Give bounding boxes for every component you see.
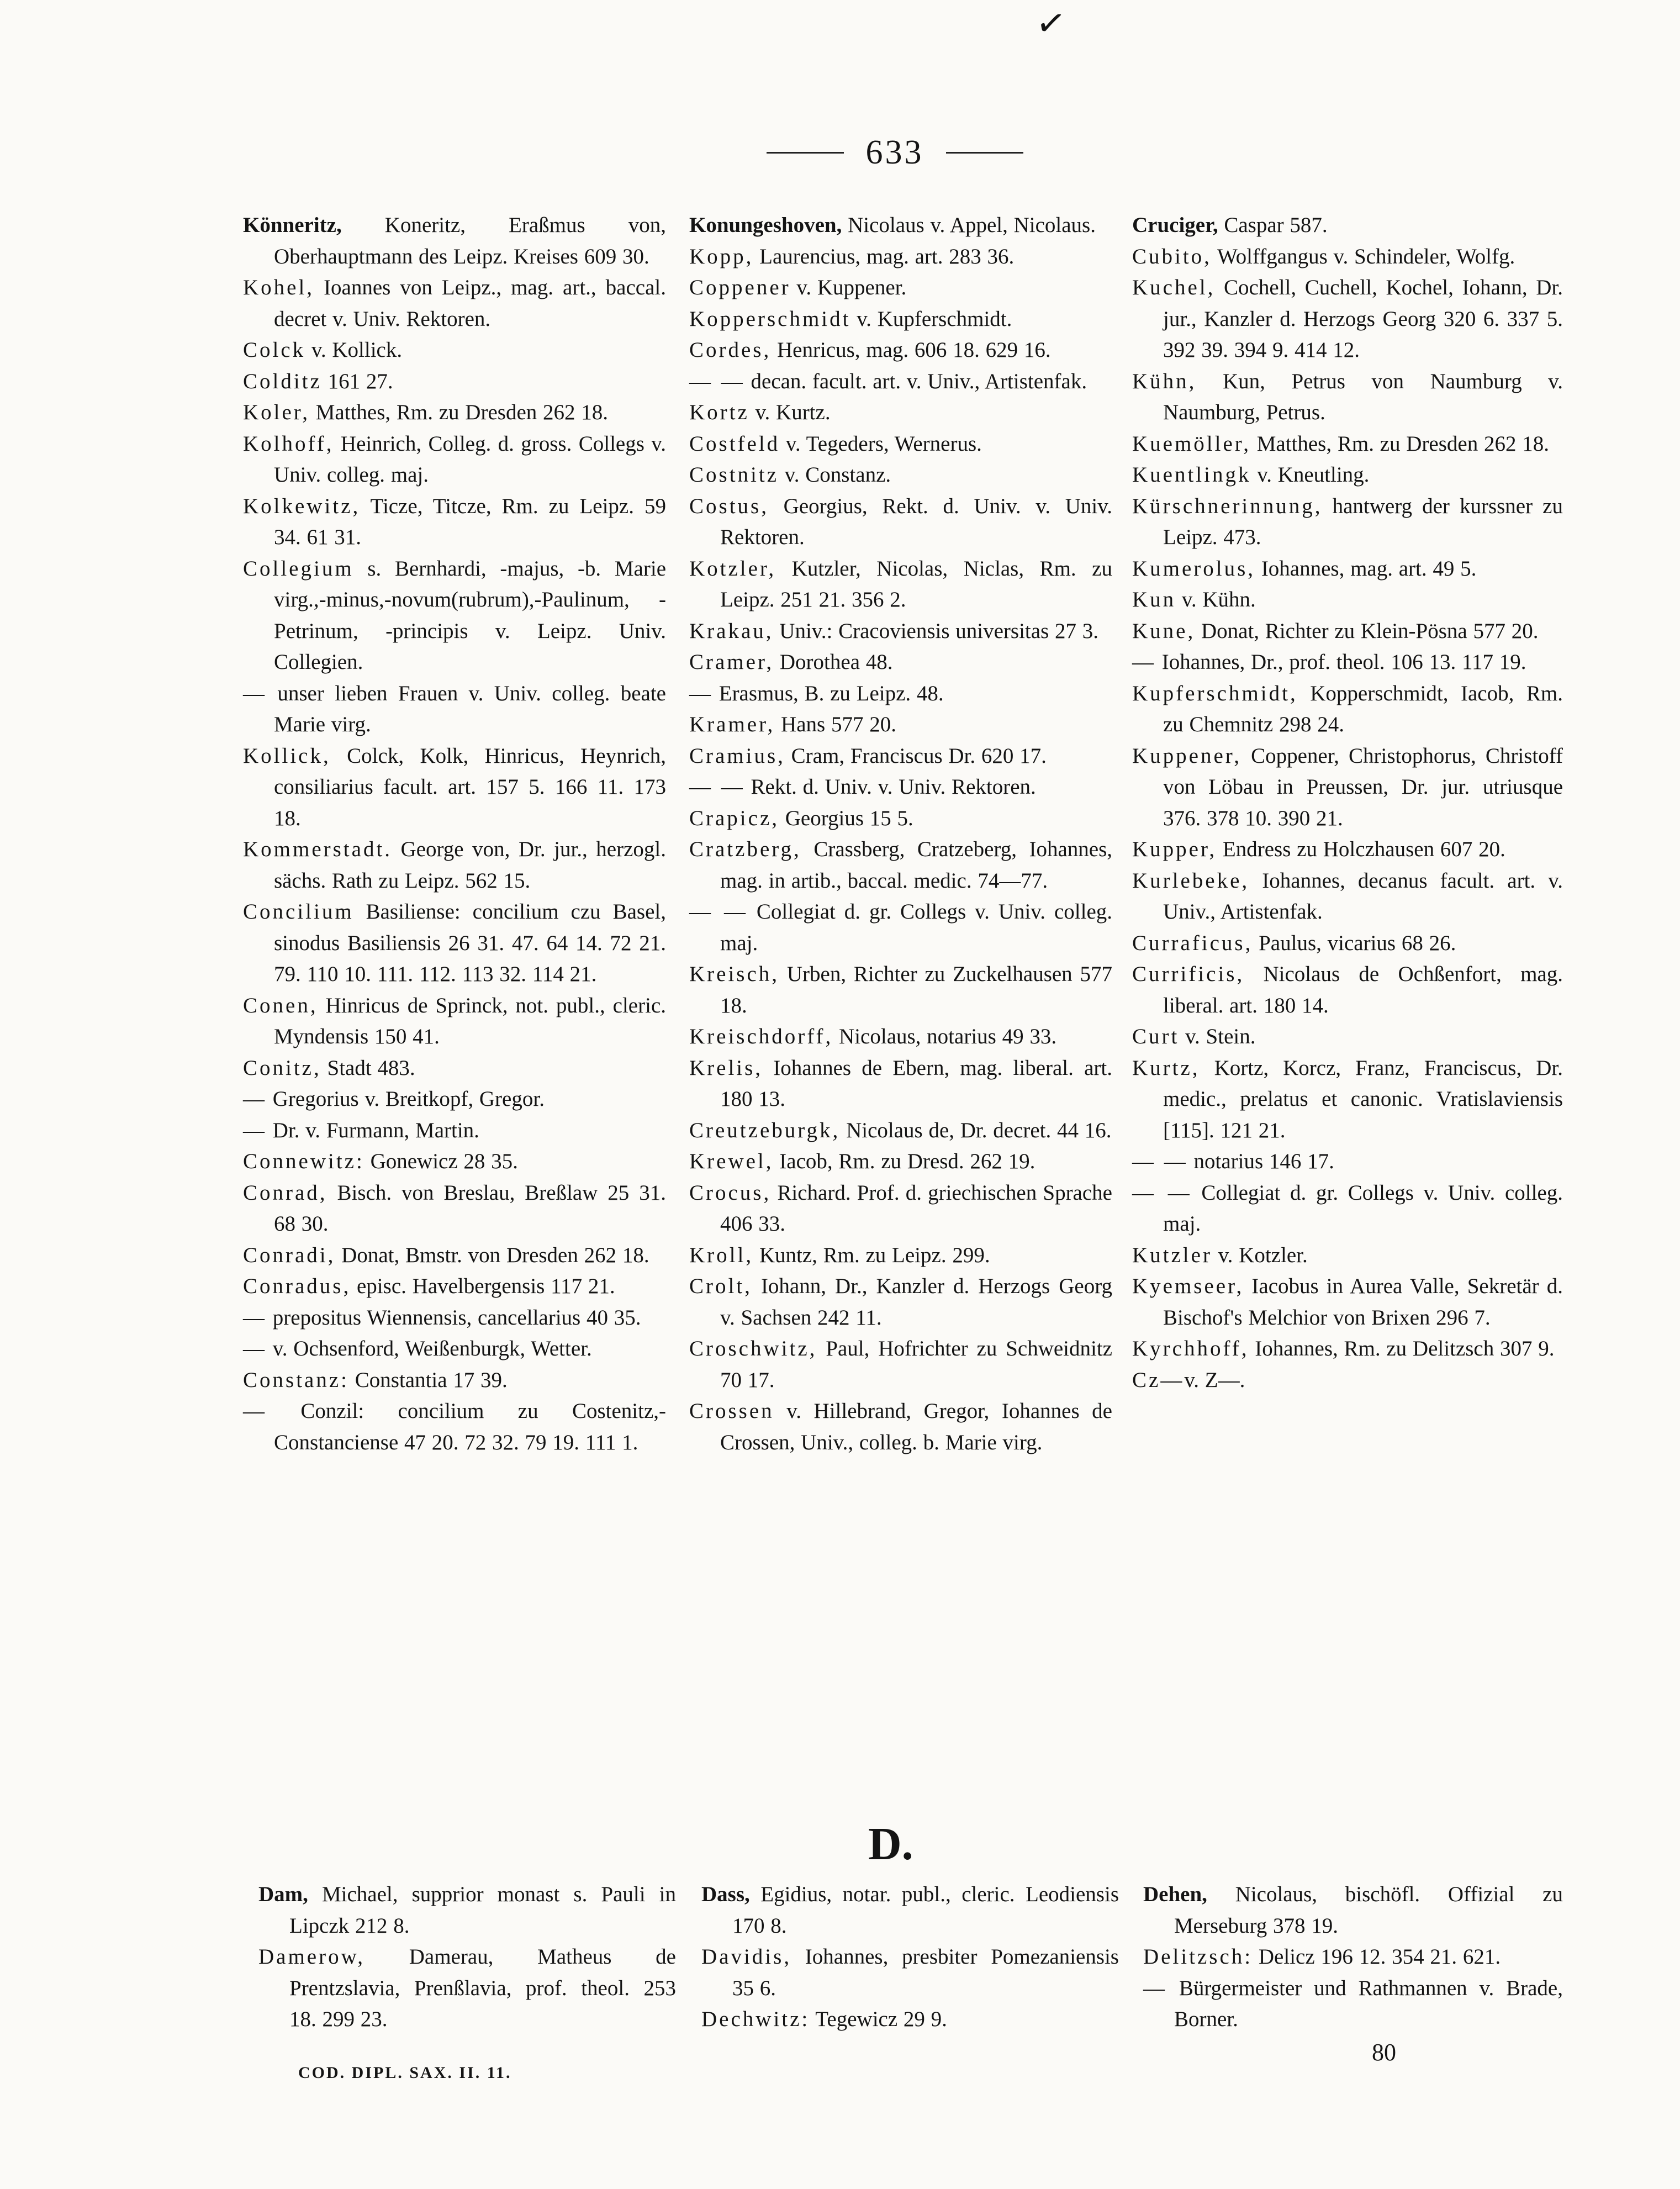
entry-text: Nicolaus v. Appel, Nicolaus. xyxy=(842,213,1096,237)
entry-headword: Kolkewitz, xyxy=(243,494,361,518)
entry-text: Coppener, Christophorus, Christoff von Löbau in Preussen, Dr. jur. utriusque 376. 378 10. 390 21. xyxy=(1163,743,1563,830)
entry-headword: Colck xyxy=(243,338,306,362)
entry-text: Paul, Hofrichter zu Schweidnitz 70 17. xyxy=(720,1337,1112,1392)
index-entry xyxy=(689,772,1112,803)
entry-text: Conzil: concilium zu Costenitz,- Constanciense 47 20. 72 32. 79 19. 111 1. xyxy=(267,1399,666,1454)
index-entry xyxy=(689,709,1112,741)
d-index-column-2 xyxy=(701,1879,1119,2035)
entry-text: Hans 577 20. xyxy=(775,713,896,736)
entry-headword: Kurlebeke, xyxy=(1132,868,1250,893)
entry-headword: Cz— xyxy=(1132,1368,1185,1392)
index-entry xyxy=(243,1146,666,1178)
entry-text: notarius 146 17. xyxy=(1187,1149,1334,1173)
entry-headword: Kroll, xyxy=(689,1243,754,1267)
index-entry xyxy=(243,741,666,835)
index-entry xyxy=(701,2004,1119,2035)
index-entry xyxy=(243,1115,666,1147)
index-entry xyxy=(1132,616,1563,647)
entry-text: Iacob, Rm. zu Dresd. 262 19. xyxy=(773,1149,1036,1173)
entry-headword: Conradi, xyxy=(243,1243,336,1267)
entry-text: Laurencius, mag. art. 283 36. xyxy=(753,244,1015,268)
entry-headword: Kuppener, xyxy=(1132,743,1241,768)
index-entry xyxy=(1132,866,1563,928)
entry-headword: — — xyxy=(689,369,745,393)
entry-text: Erasmus, B. zu Leipz. 48. xyxy=(713,681,944,705)
index-entry xyxy=(689,241,1112,273)
section-letter: D. xyxy=(868,1818,913,1870)
index-entry xyxy=(689,741,1112,772)
entry-text: prepositus Wiennensis, cancellarius 40 35. xyxy=(267,1305,641,1330)
entry-headword: Croschwitz, xyxy=(689,1337,817,1360)
entry-headword: Cubito, xyxy=(1132,244,1212,268)
entry-headword: — — xyxy=(689,775,745,799)
entry-headword: Crapicz, xyxy=(689,806,780,830)
index-entry xyxy=(1132,678,1563,741)
index-entry xyxy=(243,1333,666,1365)
index-entry xyxy=(701,1879,1119,1942)
entry-headword: Koler, xyxy=(243,400,310,424)
entry-text: Collegiat d. gr. Collegs v. Univ. colleg. maj. xyxy=(720,900,1112,955)
entry-headword: — xyxy=(1132,650,1156,674)
index-entry xyxy=(689,834,1112,896)
entry-headword: Colditz xyxy=(243,369,322,393)
entry-text: hantwerg der kurssner zu Leipz. 473. xyxy=(1163,494,1563,549)
entry-headword: Kune, xyxy=(1132,619,1196,643)
index-entry xyxy=(689,491,1112,553)
entry-headword: — xyxy=(243,1399,267,1423)
index-entry xyxy=(1132,491,1563,553)
entry-headword: Dehen, xyxy=(1143,1882,1207,1906)
index-entry xyxy=(689,272,1112,304)
entry-text: Crassberg, Cratzeberg, Iohannes, mag. in artib., baccal. medic. 74—77. xyxy=(720,837,1112,893)
entry-text: Iohannes, Dr., prof. theol. 106 13. 117 19. xyxy=(1156,650,1526,674)
entry-headword: — — xyxy=(689,900,748,924)
entry-text: v. Kühn. xyxy=(1176,588,1256,611)
entry-headword: Constanz: xyxy=(243,1368,349,1392)
entry-text: Cochell, Cuchell, Kochel, Iohann, Dr. jur., Kanzler d. Herzogs Georg 320 6. 337 5. 392 39. 394 9. 414 12. xyxy=(1163,276,1563,362)
header-rule-right xyxy=(946,152,1023,154)
entry-headword: Kolhoff, xyxy=(243,431,334,456)
entry-text: Matthes, Rm. zu Dresden 262 18. xyxy=(310,400,609,424)
entry-headword: Konungeshoven, xyxy=(689,213,842,237)
entry-headword: — xyxy=(1143,1976,1167,2000)
index-entry xyxy=(689,647,1112,678)
index-entry xyxy=(243,1084,666,1115)
page-number-header xyxy=(751,130,1038,175)
entry-text: Iohannes de Ebern, mag. liberal. art. 180 13. xyxy=(720,1056,1112,1111)
entry-text: Delicz 196 12. 354 21. 621. xyxy=(1253,1945,1501,1969)
entry-headword: Damerow, xyxy=(258,1945,365,1969)
entry-text: Colck, Kolk, Hinricus, Heynrich, consiliarius facult. art. 157 5. 166 11. 173 18. xyxy=(274,743,666,830)
entry-text: Nicolaus de Ochßenfort, mag. liberal. art. 180 14. xyxy=(1163,962,1563,1017)
entry-headword: Kuchel, xyxy=(1132,276,1216,299)
entry-headword: Coppener xyxy=(689,276,791,299)
entry-text: Koneritz, Eraßmus von, Oberhauptmann des Leipz. Kreises 609 30. xyxy=(274,213,666,268)
d-index-column-1 xyxy=(258,1879,676,2035)
pen-tick-mark: ✓ xyxy=(1033,2,1069,45)
index-entry xyxy=(689,304,1112,335)
entry-headword: — xyxy=(243,1305,267,1330)
index-entry xyxy=(1132,272,1563,366)
entry-headword: Krakau, xyxy=(689,619,774,643)
index-entry xyxy=(243,1302,666,1334)
entry-headword: Cramer, xyxy=(689,650,774,674)
entry-text: Constantia 17 39. xyxy=(348,1368,508,1392)
entry-headword: Conrad, xyxy=(243,1180,327,1205)
entry-headword: Kuentlingk xyxy=(1132,463,1251,487)
entry-headword: Dam, xyxy=(258,1882,308,1906)
entry-headword: Cordes, xyxy=(689,338,772,362)
entry-headword: Costfeld xyxy=(689,431,780,456)
index-entry xyxy=(1132,210,1563,241)
entry-text: v. Kuppener. xyxy=(790,276,907,299)
entry-text: Kortz, Korcz, Franz, Franciscus, Dr. medic., prelatus et canonic. Vratislaviensis [115]. 121 21. xyxy=(1163,1056,1563,1142)
entry-text: Urben, Richter zu Zuckelhausen 577 18. xyxy=(720,962,1112,1017)
index-entry xyxy=(1132,460,1563,491)
index-entry xyxy=(689,335,1112,366)
index-entry xyxy=(1132,366,1563,429)
index-entry xyxy=(243,1053,666,1084)
entry-text: Dorothea 48. xyxy=(774,650,893,674)
index-entry xyxy=(1132,1146,1563,1178)
entry-headword: Kun xyxy=(1132,588,1176,611)
entry-text: Wolffgangus v. Schindeler, Wolfg. xyxy=(1211,244,1515,268)
entry-headword: — xyxy=(689,681,713,705)
entry-headword: Cruciger, xyxy=(1132,213,1218,237)
index-entry xyxy=(1132,834,1563,866)
index-entry xyxy=(689,803,1112,835)
entry-headword: Kreischdorff, xyxy=(689,1025,833,1048)
entry-headword: — — xyxy=(1132,1180,1192,1205)
entry-text: Collegiat d. gr. Collegs v. Univ. colleg. maj. xyxy=(1163,1180,1563,1236)
entry-headword: Connewitz: xyxy=(243,1149,364,1173)
entry-text: Kun, Petrus von Naumburg v. Naumburg, Petrus. xyxy=(1163,369,1563,424)
index-entry xyxy=(243,896,666,990)
entry-text: v. Ochsenford, Weißenburgk, Wetter. xyxy=(267,1337,592,1360)
index-entry xyxy=(689,1115,1112,1147)
index-entry xyxy=(689,1271,1112,1333)
entry-text: Iacobus in Aurea Valle, Sekretär d. Bischof's Melchior von Brixen 296 7. xyxy=(1163,1274,1563,1330)
entry-headword: Delitzsch: xyxy=(1143,1945,1253,1969)
entry-text: v. Kollick. xyxy=(305,338,403,362)
index-entry xyxy=(1132,1240,1563,1272)
entry-headword: Kurtz, xyxy=(1132,1056,1200,1080)
entry-text: Paulus, vicarius 68 26. xyxy=(1253,931,1456,955)
entry-text: Bisch. von Breslau, Breßlaw 25 31. 68 30. xyxy=(274,1180,666,1236)
index-entry xyxy=(689,1396,1112,1458)
entry-headword: Crocus, xyxy=(689,1180,772,1205)
index-entry xyxy=(689,616,1112,647)
entry-text: v. Kneutling. xyxy=(1251,463,1370,487)
entry-text: Kuntz, Rm. zu Leipz. 299. xyxy=(753,1243,990,1267)
entry-headword: Crossen xyxy=(689,1399,774,1423)
index-column-2 xyxy=(689,210,1112,1458)
entry-text: Iohannes, mag. art. 49 5. xyxy=(1255,556,1477,581)
index-entry xyxy=(243,1178,666,1240)
entry-text: episc. Havelbergensis 117 21. xyxy=(351,1274,615,1298)
entry-headword: Kramer, xyxy=(689,713,775,736)
header-rule-left xyxy=(767,152,844,154)
index-entry xyxy=(1132,647,1563,678)
entry-headword: — xyxy=(243,681,267,705)
entry-headword: Concilium xyxy=(243,900,354,924)
entry-text: Basiliense: concilium czu Basel, sinodus Basiliensis 26 31. 47. 64 14. 72 21. 79. 110 10. 111. 112. 113 32. 114 21. xyxy=(274,900,666,986)
entry-text: Iohannes, Rm. zu Delitzsch 307 9. xyxy=(1249,1337,1555,1360)
entry-headword: Costnitz xyxy=(689,463,779,487)
entry-text: Georgius 15 5. xyxy=(779,806,913,830)
entry-text: decan. facult. art. v. Univ., Artistenfak. xyxy=(744,369,1087,393)
entry-headword: Davidis, xyxy=(701,1945,792,1969)
index-entry xyxy=(689,1333,1112,1396)
index-entry xyxy=(1132,584,1563,616)
entry-headword: Curt xyxy=(1132,1025,1180,1048)
index-entry xyxy=(701,1942,1119,2004)
entry-text: Michael, supprior monast s. Pauli in Lipczk 212 8. xyxy=(289,1882,676,1938)
entry-headword: Kollick, xyxy=(243,743,331,768)
entry-headword: Kühn, xyxy=(1132,369,1197,393)
entry-headword: Kyemseer, xyxy=(1132,1274,1244,1298)
index-entry xyxy=(243,1396,666,1458)
index-entry xyxy=(243,429,666,491)
entry-headword: Kortz xyxy=(689,400,749,424)
entry-text: Nicolaus, bischöfl. Offizial zu Merseburg 378 19. xyxy=(1174,1882,1563,1938)
entry-headword: — xyxy=(243,1337,267,1360)
entry-headword: Kotzler, xyxy=(689,556,776,581)
index-entry xyxy=(689,1240,1112,1272)
entry-headword: Cramius, xyxy=(689,743,785,768)
index-column-1 xyxy=(243,210,666,1458)
entry-text: Henricus, mag. 606 18. 629 16. xyxy=(771,338,1051,362)
entry-headword: — — xyxy=(1132,1149,1188,1173)
index-entry xyxy=(1132,241,1563,273)
entry-headword: Collegium xyxy=(243,556,354,581)
entry-headword: Conradus, xyxy=(243,1274,351,1298)
entry-headword: Könneritz, xyxy=(243,213,342,237)
index-entry xyxy=(243,210,666,272)
index-entry xyxy=(243,335,666,366)
index-entry xyxy=(243,553,666,678)
entry-text: Kopperschmidt, Iacob, Rm. zu Chemnitz 298 24. xyxy=(1163,681,1563,736)
entry-text: Gregorius v. Breitkopf, Gregor. xyxy=(267,1087,545,1111)
entry-text: Gonewicz 28 35. xyxy=(364,1149,518,1173)
entry-headword: Kopperschmidt xyxy=(689,307,851,331)
index-entry xyxy=(243,678,666,741)
index-entry xyxy=(1132,928,1563,959)
entry-headword: Kupper, xyxy=(1132,837,1217,861)
entry-text: v. Stein. xyxy=(1179,1025,1256,1048)
index-entry xyxy=(689,210,1112,241)
entry-text: s. Bernhardi, -majus, -b. Marie virg.,-minus,-novum(rubrum),-Paulinum, -Petrinum, -principis v. Leipz. Univ. Collegien. xyxy=(274,556,666,674)
entry-headword: Krewel, xyxy=(689,1149,774,1173)
index-entry xyxy=(243,491,666,553)
entry-text: v. Hillebrand, Gregor, Iohannes de Crossen, Univ., colleg. b. Marie virg. xyxy=(720,1399,1112,1454)
entry-headword: Kyrchhoff, xyxy=(1132,1337,1249,1360)
index-entry xyxy=(689,678,1112,710)
entry-headword: Dass, xyxy=(701,1882,750,1906)
entry-headword: Currificis, xyxy=(1132,962,1245,986)
signature-number: 80 xyxy=(1372,2039,1396,2066)
index-entry xyxy=(689,1178,1112,1240)
index-entry xyxy=(689,896,1112,959)
entry-headword: Kumerolus, xyxy=(1132,556,1256,581)
entry-text: 161 27. xyxy=(321,369,393,393)
index-entry xyxy=(243,990,666,1053)
index-entry xyxy=(1132,553,1563,585)
entry-text: Damerau, Matheus de Prentzslavia, Prenßlavia, prof. theol. 253 18. 299 23. xyxy=(289,1945,676,2031)
index-entry xyxy=(243,397,666,429)
index-entry xyxy=(689,1146,1112,1178)
entry-text: Stadt 483. xyxy=(321,1056,415,1080)
entry-headword: Curraficus, xyxy=(1132,931,1253,955)
entry-text: Rekt. d. Univ. v. Univ. Rektoren. xyxy=(744,775,1036,799)
index-entry xyxy=(258,1879,676,1942)
page-number: 633 xyxy=(865,133,924,171)
index-entry xyxy=(243,1240,666,1272)
entry-headword: Krelis, xyxy=(689,1056,763,1080)
index-entry xyxy=(243,272,666,335)
entry-headword: Conitz, xyxy=(243,1056,321,1080)
index-entry xyxy=(1132,1178,1563,1240)
entry-text: Kutzler, Nicolas, Niclas, Rm. zu Leipz. 251 21. 356 2. xyxy=(720,556,1112,611)
entry-headword: Kreisch, xyxy=(689,962,780,986)
index-entry xyxy=(243,834,666,896)
entry-text: Donat, Richter zu Klein-Pösna 577 20. xyxy=(1195,619,1539,643)
entry-headword: — xyxy=(243,1087,267,1111)
entry-headword: Kutzler xyxy=(1132,1243,1212,1267)
entry-text: Cram, Franciscus Dr. 620 17. xyxy=(785,743,1047,768)
index-entry xyxy=(243,1271,666,1302)
entry-text: Georgius, Rekt. d. Univ. v. Univ. Rektoren. xyxy=(720,494,1112,549)
entry-text: Egidius, notar. publ., cleric. Leodiensis 170 8. xyxy=(732,1882,1119,1938)
index-entry xyxy=(1132,1333,1563,1365)
entry-text: Ioannes von Leipz., mag. art., baccal. decret v. Univ. Rektoren. xyxy=(274,276,666,331)
index-entry xyxy=(258,1942,676,2035)
d-index-column-3 xyxy=(1143,1879,1563,2035)
entry-text: Endress zu Holczhausen 607 20. xyxy=(1217,837,1505,861)
index-entry xyxy=(1143,1879,1563,1942)
index-entry xyxy=(243,1365,666,1396)
footer-signature: COD. DIPL. SAX. II. 11. xyxy=(298,2064,512,2082)
entry-text: Univ.: Cracoviensis universitas 27 3. xyxy=(773,619,1099,643)
index-entry xyxy=(689,460,1112,491)
index-entry xyxy=(689,429,1112,460)
entry-text: v. Z—. xyxy=(1184,1368,1245,1392)
entry-text: Hinricus de Sprinck, not. publ., cleric. Myndensis 150 41. xyxy=(274,993,666,1048)
entry-headword: Dechwitz: xyxy=(701,2007,810,2031)
index-entry xyxy=(689,553,1112,616)
entry-text: Tegewicz 29 9. xyxy=(810,2007,947,2031)
entry-text: v. Kurtz. xyxy=(749,400,831,424)
entry-text: Iohannes, presbiter Pomezaniensis 35 6. xyxy=(732,1945,1119,2000)
entry-headword: Creutzeburgk, xyxy=(689,1118,841,1142)
entry-headword: Kopp, xyxy=(689,244,754,268)
index-entry xyxy=(689,959,1112,1021)
entry-text: Nicolaus, notarius 49 33. xyxy=(833,1025,1057,1048)
index-entry xyxy=(1132,1053,1563,1147)
index-entry xyxy=(1143,1973,1563,2035)
index-column-3 xyxy=(1132,210,1563,1396)
entry-text: Ticze, Titcze, Rm. zu Leipz. 59 34. 61 31. xyxy=(274,494,666,549)
entry-headword: Kuemöller, xyxy=(1132,431,1251,456)
entry-headword: Cratzberg, xyxy=(689,837,801,861)
index-entry xyxy=(1132,741,1563,835)
index-entry xyxy=(689,1021,1112,1053)
entry-headword: — xyxy=(243,1118,267,1142)
index-entry xyxy=(1132,429,1563,460)
entry-text: George von, Dr. jur., herzogl. sächs. Rath zu Leipz. 562 15. xyxy=(274,837,666,893)
entry-text: Caspar 587. xyxy=(1218,213,1328,237)
entry-text: Iohannes, decanus facult. art. v. Univ., Artistenfak. xyxy=(1163,868,1563,924)
index-entry xyxy=(1132,1365,1563,1396)
index-entry xyxy=(1132,1271,1563,1333)
entry-text: v. Kupferschmidt. xyxy=(850,307,1012,331)
index-entry xyxy=(243,366,666,398)
entry-headword: Kohel, xyxy=(243,276,315,299)
index-entry xyxy=(689,366,1112,398)
entry-text: Iohann, Dr., Kanzler d. Herzogs Georg v. Sachsen 242 11. xyxy=(720,1274,1112,1330)
entry-headword: Kommerstadt. xyxy=(243,837,393,861)
entry-text: Nicolaus de, Dr. decret. 44 16. xyxy=(840,1118,1112,1142)
entry-text: v. Tegeders, Wernerus. xyxy=(780,431,982,456)
entry-text: Matthes, Rm. zu Dresden 262 18. xyxy=(1250,431,1549,456)
entry-text: Bürgermeister und Rathmannen v. Brade, Borner. xyxy=(1167,1976,1563,2031)
entry-text: unser lieben Frauen v. Univ. colleg. beate Marie virg. xyxy=(267,681,666,736)
entry-headword: Costus, xyxy=(689,494,769,518)
entry-headword: Kürschnerinnung, xyxy=(1132,494,1323,518)
index-entry xyxy=(1132,1021,1563,1053)
entry-text: Dr. v. Furmann, Martin. xyxy=(267,1118,479,1142)
entry-text: Heinrich, Colleg. d. gross. Collegs v. Univ. colleg. maj. xyxy=(274,431,666,487)
entry-text: v. Constanz. xyxy=(779,463,891,487)
index-entry xyxy=(689,397,1112,429)
entry-text: Donat, Bmstr. von Dresden 262 18. xyxy=(335,1243,649,1267)
index-entry xyxy=(1143,1942,1563,1973)
entry-headword: Kupferschmidt, xyxy=(1132,681,1298,705)
index-entry xyxy=(689,1053,1112,1115)
entry-text: Richard. Prof. d. griechischen Sprache 406 33. xyxy=(720,1180,1112,1236)
entry-headword: Crolt, xyxy=(689,1274,752,1298)
index-entry xyxy=(1132,959,1563,1021)
entry-headword: Conen, xyxy=(243,993,318,1017)
entry-text: v. Kotzler. xyxy=(1212,1243,1308,1267)
